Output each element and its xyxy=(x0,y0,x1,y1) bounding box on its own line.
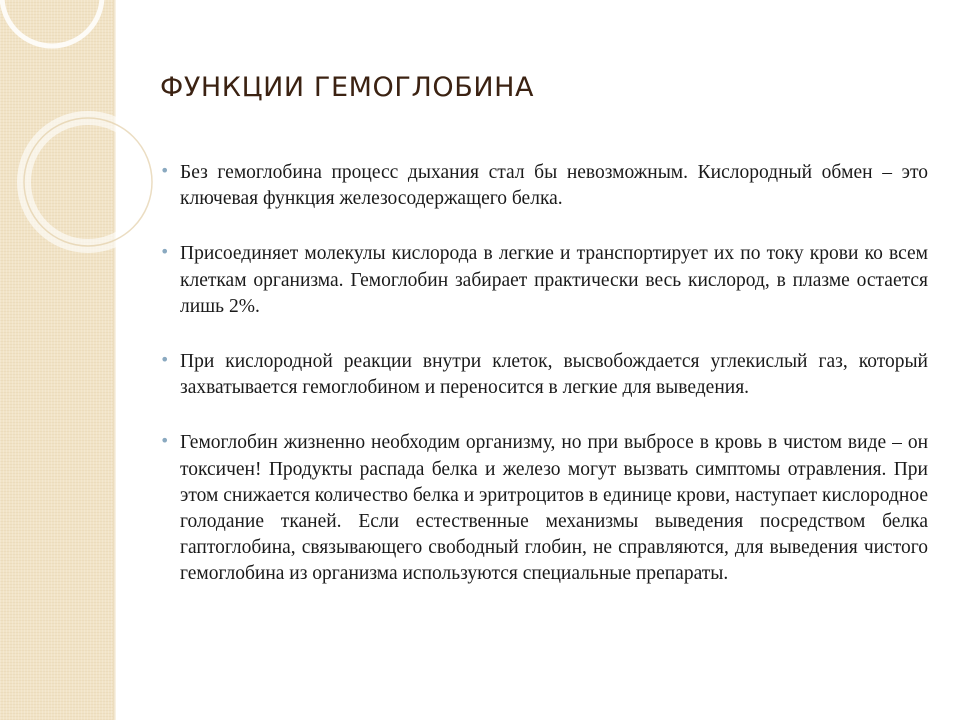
bullet-item xyxy=(160,160,928,212)
bullet-item xyxy=(160,241,928,320)
bullet-dot-icon: • xyxy=(160,242,170,262)
upper-ring-icon xyxy=(2,0,102,46)
bullet-list xyxy=(160,160,928,617)
bullet-text: Присоединяет молекулы кислорода в легкие и транспортирует их по току крови ко всем клеткам организма. Гемоглобин забирает практически весь кислород, в плазме остается лишь 2%. xyxy=(180,243,928,317)
decorative-rings xyxy=(0,0,160,260)
bullet-dot-icon: • xyxy=(160,161,170,180)
bullet-item xyxy=(160,430,928,587)
bullet-text: Гемоглобин жизненно необходим организму, но при выбросе в кровь в чистом виде – он токсичен! Продукты распада белка и железо могут вызвать симптомы отравления. При этом снижается количество белка и эритроцитов в единице крови, наступает кислородное голодание тканей. Если естественные механизмы выведения посредством белка гаптоглобина, связывающего свободный глобин, не справляются, для выведения чистого гемоглобина из организма используются специальные препараты. xyxy=(180,432,928,585)
bullet-dot-icon: • xyxy=(160,431,170,451)
bullet-dot-icon: • xyxy=(160,350,170,370)
bullet-text: Без гемоглобина процесс дыхания стал бы невозможным. Кислородный обмен – это ключевая функция железосодержащего белка. xyxy=(180,162,928,210)
lower-ring-outline-icon xyxy=(24,118,152,246)
bullet-text: При кислородной реакции внутри клеток, высвобождается углекислый газ, который захватывается гемоглобином и переносится в легкие для выведения. xyxy=(180,351,928,399)
slide-title: ФУНКЦИИ ГЕМОГЛОБИНА xyxy=(160,72,535,103)
bullet-item xyxy=(160,349,928,401)
